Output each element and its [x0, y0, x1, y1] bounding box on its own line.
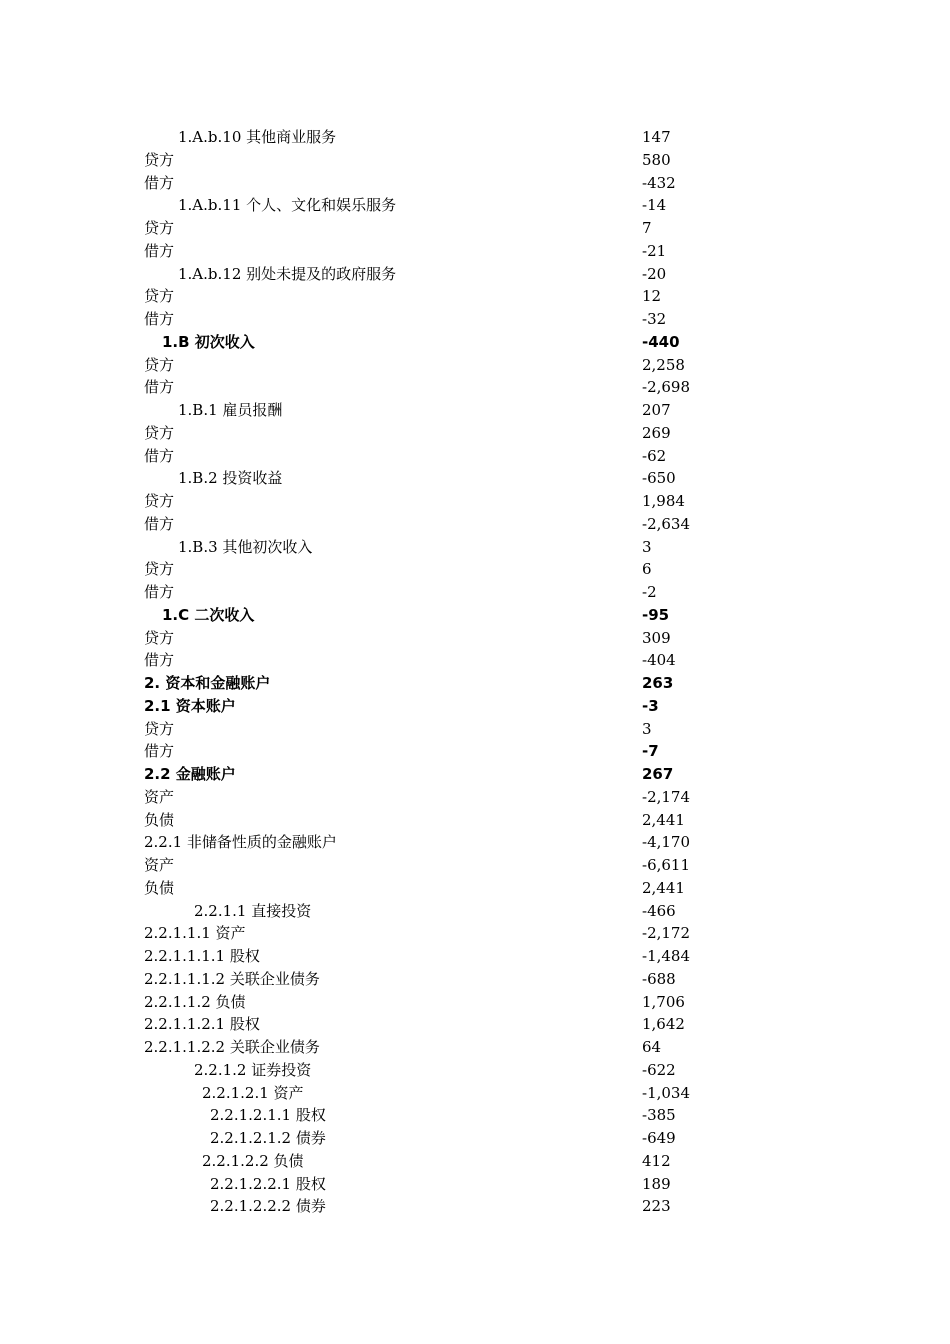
row-value: -32 [642, 310, 667, 328]
row-value: 189 [642, 1174, 671, 1193]
table-row [0, 786, 950, 809]
balance-of-payments-table [0, 126, 950, 1218]
row-label: 2.2.1.1.2 负债 [144, 992, 246, 1011]
row-value: 7 [642, 219, 652, 237]
row-value: -440 [642, 332, 680, 351]
table-row [0, 1173, 950, 1196]
row-label: 1.B.1 雇员报酬 [178, 401, 283, 419]
row-value: 1,984 [642, 492, 685, 510]
row-value: 3 [642, 537, 652, 556]
row-value: 1,706 [642, 992, 685, 1011]
table-row [0, 308, 950, 331]
row-label: 资产 [144, 856, 175, 874]
table-row [0, 854, 950, 877]
table-row [0, 422, 950, 445]
table-row [0, 263, 950, 286]
row-label: 借方 [144, 651, 175, 670]
row-label: 借方 [144, 310, 175, 328]
row-label: 贷方 [144, 560, 175, 579]
table-row [0, 922, 950, 945]
row-label: 2.2.1.1.2.1 股权 [144, 1015, 260, 1034]
table-row [0, 604, 950, 627]
table-row [0, 672, 950, 695]
row-label: 贷方 [144, 423, 175, 442]
row-label: 2.2.1.2.1.1 股权 [210, 1106, 326, 1125]
table-row [0, 740, 950, 763]
table-row [0, 126, 950, 149]
row-label: 借方 [144, 742, 175, 761]
table-row [0, 558, 950, 581]
row-value: -404 [642, 651, 676, 670]
row-label: 2.2.1.2.2 负债 [202, 1151, 304, 1170]
row-label: 2.2.1.1.1 资产 [144, 924, 246, 943]
table-row [0, 945, 950, 968]
table-row [0, 354, 950, 377]
row-value: 2,258 [642, 355, 685, 374]
row-label: 借方 [144, 241, 175, 260]
table-row [0, 831, 950, 854]
row-label: 2.2.1.1.1.1 股权 [144, 947, 260, 965]
table-row [0, 149, 950, 172]
table-row [0, 399, 950, 422]
row-label: 借方 [144, 514, 175, 533]
table-row [0, 968, 950, 991]
row-label: 借方 [144, 446, 175, 465]
row-value: 309 [642, 628, 671, 647]
row-value: -650 [642, 469, 676, 488]
row-value: 3 [642, 719, 652, 738]
table-row [0, 581, 950, 604]
row-label: 2.2.1.2 证券投资 [194, 1060, 312, 1079]
table-row [0, 536, 950, 559]
row-label: 2.2.1.2.1.2 债券 [210, 1129, 326, 1147]
table-row [0, 194, 950, 217]
table-row [0, 809, 950, 832]
table-row [0, 513, 950, 536]
row-value: -7 [642, 742, 659, 761]
row-value: -21 [642, 241, 667, 260]
row-label: 1.B.2 投资收益 [178, 469, 283, 488]
row-value: 147 [642, 128, 671, 146]
row-value: -385 [642, 1106, 676, 1125]
row-value: -2,698 [642, 378, 691, 397]
table-row [0, 467, 950, 490]
row-label: 1.A.b.11 个人、文化和娱乐服务 [178, 196, 397, 215]
table-row [0, 991, 950, 1014]
row-label: 1.A.b.10 其他商业服务 [178, 128, 337, 146]
table-row [0, 649, 950, 672]
row-label: 负债 [144, 878, 175, 897]
row-label: 2.2.1.1.1.2 关联企业债务 [144, 969, 320, 988]
row-value: 223 [642, 1197, 671, 1216]
table-row [0, 172, 950, 195]
row-value: -466 [642, 901, 676, 920]
row-label: 2.2.1.2.1 资产 [202, 1083, 304, 1102]
row-label: 2. 资本和金融账户 [144, 674, 271, 692]
row-label: 负债 [144, 810, 175, 829]
table-row [0, 695, 950, 718]
row-value: -95 [642, 605, 670, 624]
row-label: 贷方 [144, 150, 175, 169]
row-value: -2,174 [642, 787, 691, 806]
table-row [0, 285, 950, 308]
row-label: 贷方 [144, 219, 175, 237]
table-row [0, 1104, 950, 1127]
row-value: 1,642 [642, 1015, 685, 1034]
row-label: 2.2.1.2.2.1 股权 [210, 1174, 326, 1193]
row-value: 6 [642, 560, 652, 579]
table-row [0, 1059, 950, 1082]
row-label: 2.1 资本账户 [144, 696, 236, 715]
row-label: 2.2.1 非储备性质的金融账户 [144, 833, 337, 852]
table-row [0, 627, 950, 650]
row-label: 借方 [144, 378, 175, 397]
row-value: -1,034 [642, 1083, 691, 1102]
row-value: 207 [642, 401, 671, 419]
row-value: -6,611 [642, 856, 691, 874]
row-value: -2,634 [642, 514, 691, 533]
row-value: -4,170 [642, 833, 691, 852]
row-label: 2.2.1.2.2.2 债券 [210, 1197, 326, 1216]
row-value: -20 [642, 264, 667, 283]
table-row [0, 900, 950, 923]
table-row [0, 1127, 950, 1150]
row-value: -3 [642, 696, 659, 715]
row-value: -62 [642, 446, 667, 465]
row-value: 267 [642, 765, 674, 783]
table-row [0, 763, 950, 786]
table-row [0, 490, 950, 513]
row-value: -688 [642, 969, 676, 988]
table-row [0, 1150, 950, 1173]
row-label: 贷方 [144, 287, 175, 306]
row-value: -649 [642, 1129, 676, 1147]
row-label: 贷方 [144, 355, 175, 374]
row-label: 资产 [144, 787, 175, 806]
row-label: 2.2.1.1.2.2 关联企业债务 [144, 1038, 320, 1056]
table-row [0, 376, 950, 399]
row-value: -622 [642, 1060, 676, 1079]
row-value: 12 [642, 287, 662, 306]
row-label: 2.2.1.1 直接投资 [194, 901, 312, 920]
row-label: 贷方 [144, 492, 175, 510]
row-label: 2.2 金融账户 [144, 765, 236, 783]
row-value: 64 [642, 1038, 662, 1056]
row-label: 1.C 二次收入 [162, 605, 255, 624]
row-value: 412 [642, 1151, 671, 1170]
row-value: -432 [642, 173, 676, 192]
row-value: -2 [642, 583, 657, 601]
row-value: 580 [642, 150, 671, 169]
row-label: 1.A.b.12 别处未提及的政府服务 [178, 264, 397, 283]
row-value: -2,172 [642, 924, 691, 943]
row-label: 借方 [144, 583, 175, 601]
table-row [0, 217, 950, 240]
row-value: 2,441 [642, 878, 685, 897]
table-row [0, 331, 950, 354]
table-row [0, 240, 950, 263]
table-row [0, 718, 950, 741]
row-label: 1.B.3 其他初次收入 [178, 537, 313, 556]
row-value: -14 [642, 196, 667, 215]
row-value: -1,484 [642, 947, 691, 965]
table-row [0, 877, 950, 900]
table-row [0, 445, 950, 468]
table-row [0, 1082, 950, 1105]
row-label: 1.B 初次收入 [162, 332, 255, 351]
table-row [0, 1195, 950, 1218]
row-value: 269 [642, 423, 671, 442]
table-row [0, 1013, 950, 1036]
table-row [0, 1036, 950, 1059]
row-value: 263 [642, 674, 674, 692]
row-label: 贷方 [144, 719, 175, 738]
row-label: 借方 [144, 173, 175, 192]
row-value: 2,441 [642, 810, 685, 829]
row-label: 贷方 [144, 628, 175, 647]
